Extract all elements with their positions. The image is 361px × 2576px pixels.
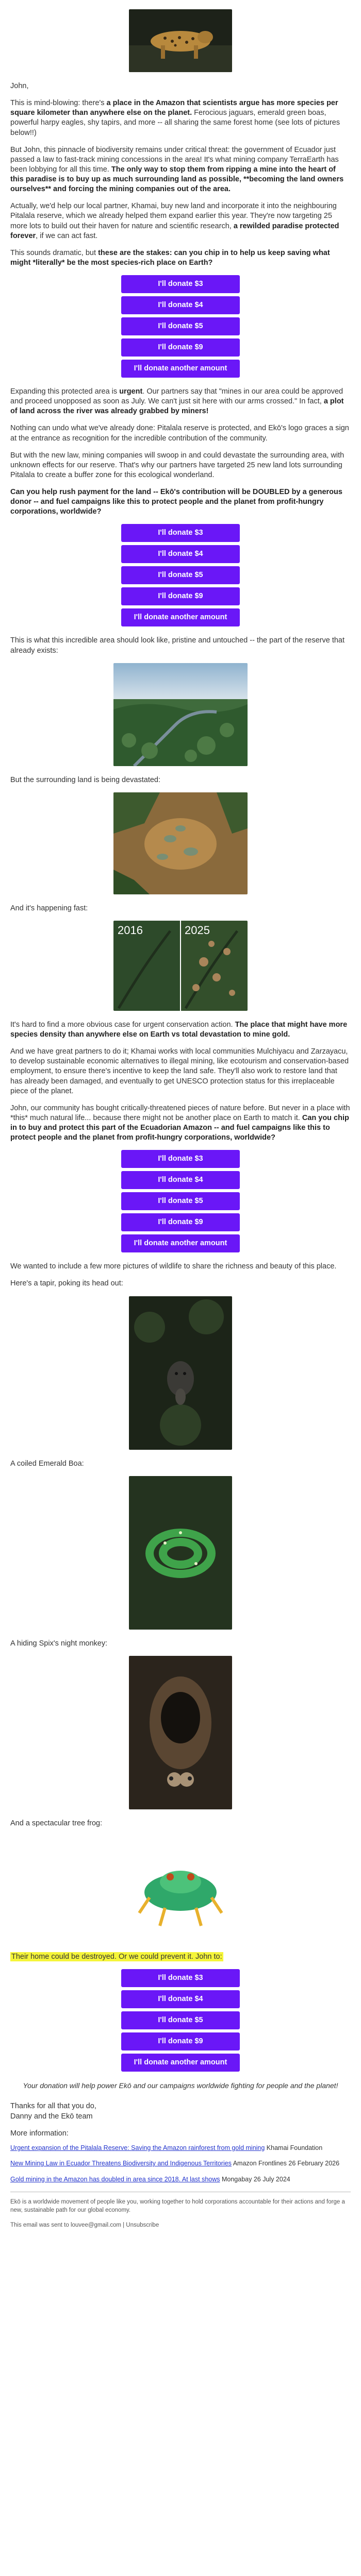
donate-5-button[interactable]: I'll donate $5 xyxy=(121,1192,240,1210)
fast-caption: And it's happening fast: xyxy=(10,904,88,912)
donate-other-button[interactable]: I'll donate another amount xyxy=(121,360,240,378)
conservation-paragraph: It's hard to find a more obvious case for urgent conservation action. The place that might have more species density than anywhere else on Earth vs total devastation to mine gold. xyxy=(10,1020,348,1039)
reference-2: New Mining Law in Ecuador Threatens Biodiversity and Indigenous Territories Amazon Frontlines 26 February 2026 xyxy=(10,2160,340,2167)
donate-3-button[interactable]: I'll donate $3 xyxy=(121,275,240,293)
reference-3: Gold mining in the Amazon has doubled in area since 2018. At last shows Mongabay 26 July 2024 xyxy=(10,2175,290,2183)
donate-4-button[interactable]: I'll donate $4 xyxy=(121,1171,240,1189)
partner-paragraph: Actually, we'd help our local partner, Khamai, buy new land and incorporate it into the neighbouring Pitalala reserve, which we already helped them expand earlier this year. They're now targeting 25 more lots to build out their haven for nature and scientific research, a rewilded paradise protected forever, if we can act fast. xyxy=(10,202,339,240)
reference-1: Urgent expansion of the Pitalala Reserve: Saving the Amazon rainforest from gold mining Khamai Foundation xyxy=(10,2144,323,2151)
buffer-paragraph: But with the new law, mining companies will swoop in and could devastate the surrounding area, with unknown effects for our reserve. That's why our partners have targeted 25 new land lots surrounding Pitalala to create a buffer zone for this ecological wonderland. xyxy=(10,451,344,479)
donation-impact-note: Your donation will help power Ekō and our campaigns worldwide fighting for people and the planet! xyxy=(23,2081,338,2090)
donate-3-button[interactable]: I'll donate $3 xyxy=(121,1150,240,1168)
stakes-paragraph: This sounds dramatic, but these are the stakes: can you chip in to help us keep saving what might *literally* be the most species-rich place on Earth? xyxy=(10,248,330,267)
donate-button-group-3 xyxy=(121,1150,240,1252)
tree-frog-image xyxy=(129,1836,232,1943)
devastated-land-image xyxy=(113,792,248,894)
tapir-caption: Here's a tapir, poking its head out: xyxy=(10,1279,123,1288)
monkey-caption: A hiding Spix's night monkey: xyxy=(10,1639,108,1648)
donate-button-group-4 xyxy=(121,1969,240,2072)
donate-4-button[interactable]: I'll donate $4 xyxy=(121,545,240,563)
signoff-line-2: Danny and the Ekō team xyxy=(10,2112,93,2121)
community-paragraph: John, our community has bought critically-threatened pieces of nature before. But never in a place with *this* much natural life... because there might not be another place on Earth to match it. Can you chip in to buy and protect this part of the Ecuadorian Amazon -- and fuel campaigns like this to protect people and the planet from profit-hungry corporations, worldwide? xyxy=(10,1104,350,1142)
donate-9-button[interactable]: I'll donate $9 xyxy=(121,587,240,605)
donate-9-button[interactable]: I'll donate $9 xyxy=(121,2032,240,2050)
boa-caption: A coiled Emerald Boa: xyxy=(10,1459,84,1468)
reserve-paragraph: Nothing can undo what we've already done: Pitalala reserve is protected, and Ekō's logo graces a sign at the entrance as recognition for the incredible contribution of the community. xyxy=(10,424,349,443)
donate-3-button[interactable]: I'll donate $3 xyxy=(121,524,240,542)
night-monkey-image xyxy=(129,1656,232,1809)
donate-other-button[interactable]: I'll donate another amount xyxy=(121,608,240,626)
pristine-caption: This is what this incredible area should look like, pristine and untouched -- the part of the reserve that already exists: xyxy=(10,636,345,655)
footer-unsubscribe[interactable]: This email was sent to louvee@gmail.com | Unsubscribe xyxy=(10,2222,159,2228)
donate-9-button[interactable]: I'll donate $9 xyxy=(121,1213,240,1231)
wildlife-intro: We wanted to include a few more pictures of wildlife to share the richness and beauty of this place. xyxy=(10,1262,337,1271)
tapir-image xyxy=(129,1296,232,1450)
hero-jaguar-image xyxy=(129,9,232,72)
emerald-boa-image xyxy=(129,1476,232,1630)
frog-caption: And a spectacular tree frog: xyxy=(10,1819,103,1827)
pristine-forest-image xyxy=(113,663,248,766)
donate-3-button[interactable]: I'll donate $3 xyxy=(121,1969,240,1987)
donate-4-button[interactable]: I'll donate $4 xyxy=(121,1990,240,2008)
donate-button-group-1 xyxy=(121,275,240,378)
donate-5-button[interactable]: I'll donate $5 xyxy=(121,317,240,335)
donate-5-button[interactable]: I'll donate $5 xyxy=(121,2011,240,2029)
footer-about: Ekō is a worldwide movement of people like you, working together to hold corporations accountable for their actions and forge a new, sustainable path for our global economy. xyxy=(10,2199,345,2213)
final-cta-paragraph: Their home could be destroyed. Or we could prevent it. John to: xyxy=(11,1952,222,1961)
rush-paragraph: Can you help rush payment for the land -- Ekō's contribution will be DOUBLED by a generous donor -- and fuel campaigns like this to protect people and the planet from profit-hungry corporations, worldwide? xyxy=(10,488,342,516)
year-right-label: 2025 xyxy=(185,923,210,937)
donate-9-button[interactable]: I'll donate $9 xyxy=(121,338,240,357)
reference-link-1[interactable]: Urgent expansion of the Pitalala Reserve: Saving the Amazon rainforest from gold mining xyxy=(10,2144,265,2151)
year-left-label: 2016 xyxy=(118,923,143,937)
donate-4-button[interactable]: I'll donate $4 xyxy=(121,296,240,314)
donate-5-button[interactable]: I'll donate $5 xyxy=(121,566,240,584)
signoff-line-1: Thanks for all that you do, xyxy=(10,2102,96,2111)
satellite-comparison-image xyxy=(113,921,248,1011)
urgent-paragraph: Expanding this protected area is urgent. Our partners say that "mines in our area could be approved and proceed unopposed as soon as July. We can't just sit here with our arms crossed." In fact, a plot of land across the river was already grabbed by miners! xyxy=(10,387,344,416)
reference-link-3[interactable]: Gold mining in the Amazon has doubled in area since 2018. At last shows xyxy=(10,2175,220,2183)
greeting: John, xyxy=(10,82,29,90)
email-body xyxy=(10,0,351,2229)
partners-paragraph: And we have great partners to do it; Khamai works with local communities Mulchiyacu and Zarzayacu, to develop sustainable economic alternatives to illegal mining, like ecotourism and conservation-based employment, to ensure there's incentive to keep the land safe. They'll also work to restore land that has already been damaged, and eventually to get UNESCO protection status for this irreplaceable piece of the planet. xyxy=(10,1047,349,1095)
donate-other-button[interactable]: I'll donate another amount xyxy=(121,2054,240,2072)
threat-paragraph: But John, this pinnacle of biodiversity remains under critical threat: the government of Ecuador just passed a law to fast-track mining concessions in the area! It's what mining company TerraEarth has been lobbying for all this time. The only way to stop them from ripping a mine into the heart of this paradise is to buy up as much surrounding land as possible, **becoming the land owners ourselves** and forcing the mining companies out of the area. xyxy=(10,145,344,194)
devastated-caption: But the surrounding land is being devastated: xyxy=(10,775,161,784)
donate-button-group-2 xyxy=(121,524,240,626)
intro-paragraph: This is mind-blowing: there's a place in the Amazon that scientists argue has more species per square kilometer than anywhere else on the planet. Ferocious jaguars, emerald green boas, powerful harpy eagles, shy tapirs, and more -- all sharing the same forest home (see lots of pictures below!!) xyxy=(10,99,340,137)
more-info-heading: More information: xyxy=(10,2129,69,2138)
reference-link-2[interactable]: New Mining Law in Ecuador Threatens Biodiversity and Indigenous Territories xyxy=(10,2160,232,2167)
donate-other-button[interactable]: I'll donate another amount xyxy=(121,1234,240,1252)
